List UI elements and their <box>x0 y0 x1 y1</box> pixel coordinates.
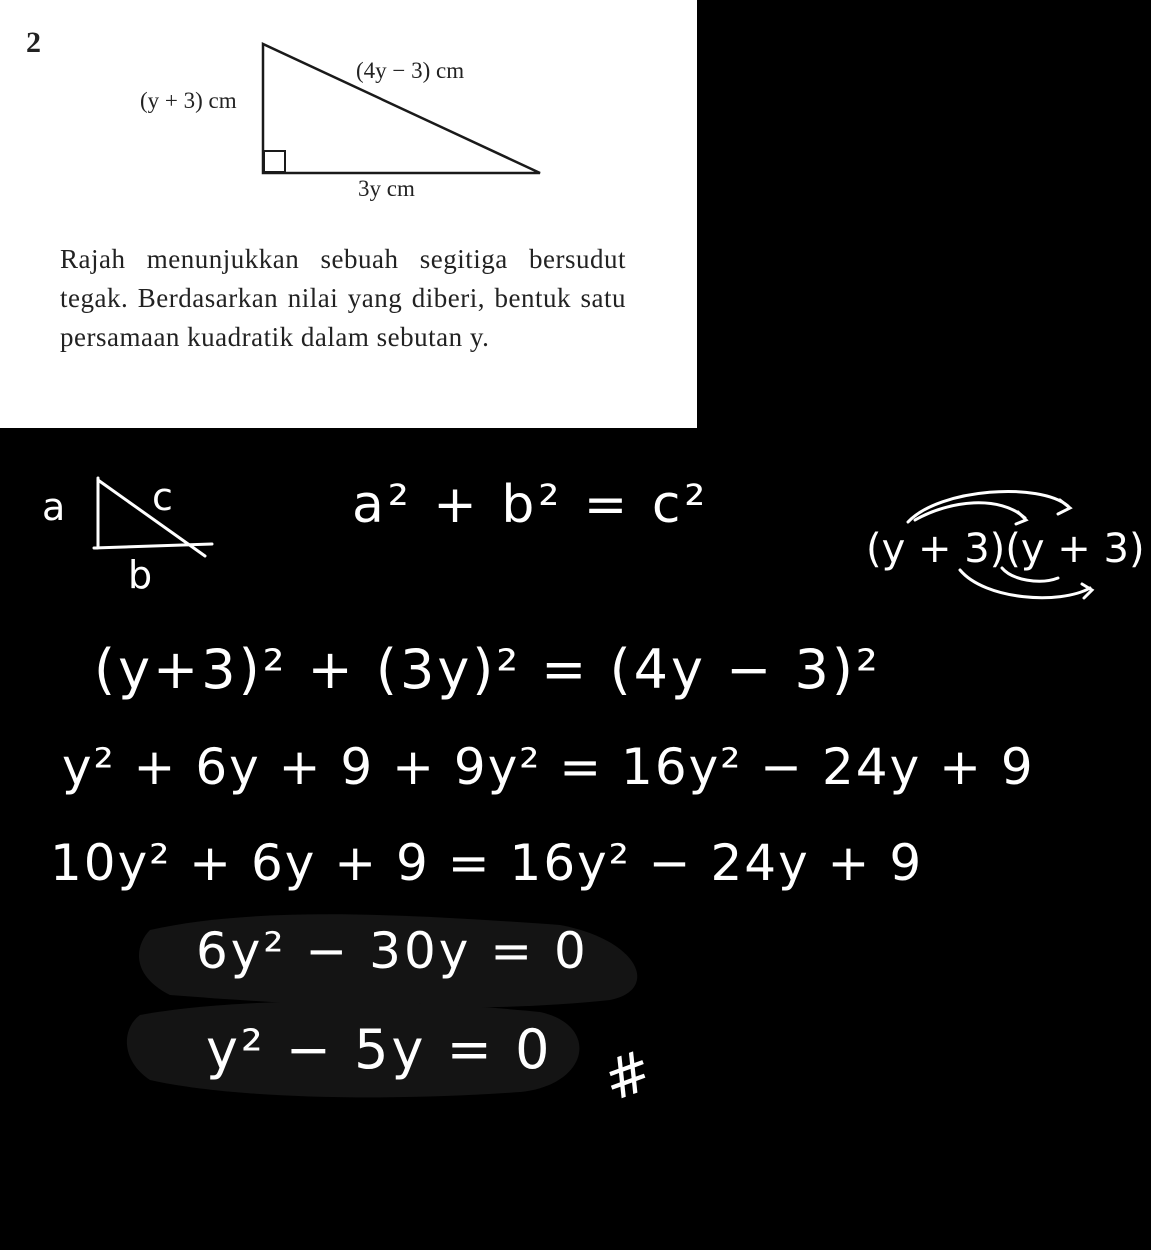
sketch-label-b: b <box>128 553 153 597</box>
end-mark-icon: # <box>594 1037 661 1115</box>
side-label-hypotenuse: (4y − 3) cm <box>356 58 465 83</box>
working-line-2: y² + 6y + 9 + 9y² = 16y² − 24y + 9 <box>62 738 1035 796</box>
expansion-note: (y + 3)(y + 3) <box>866 526 1145 572</box>
working-line-3: 10y² + 6y + 9 = 16y² − 24y + 9 <box>50 834 924 892</box>
side-label-base: 3y cm <box>358 176 415 201</box>
question-number: 2 <box>26 26 41 59</box>
sketch-label-a: a <box>42 485 66 529</box>
pythagoras-formula: a² + b² = c² <box>352 475 710 535</box>
working-line-5: y² − 5y = 0 <box>206 1018 553 1081</box>
working-line-4: 6y² − 30y = 0 <box>196 922 589 980</box>
side-label-height: (y + 3) cm <box>140 88 237 113</box>
working-line-1: (y+3)² + (3y)² = (4y − 3)² <box>94 638 881 701</box>
question-text: Rajah menunjukkan sebuah segitiga bersudut tegak. Berdasarkan nilai yang diberi, bentuk satu persamaan kuadratik dalam sebutan y. <box>60 244 626 352</box>
sketch-label-c: c <box>152 475 173 519</box>
